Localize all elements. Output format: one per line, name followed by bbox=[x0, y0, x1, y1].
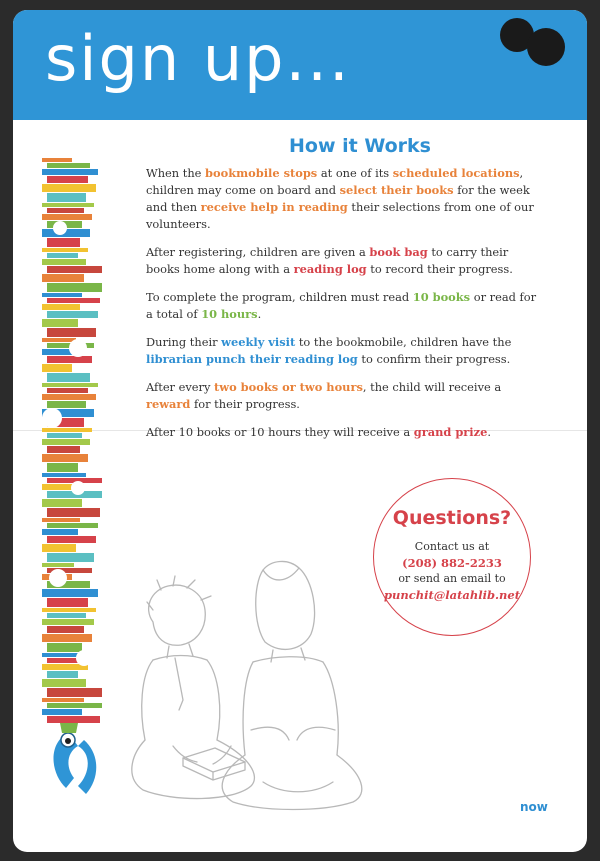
book-hole bbox=[76, 650, 92, 666]
book-spine bbox=[47, 613, 86, 618]
questions-title: Questions? bbox=[392, 507, 512, 529]
book-spine bbox=[42, 304, 80, 310]
highlight-bookmobile-stops: bookmobile stops bbox=[205, 166, 318, 180]
book-spine bbox=[47, 433, 82, 438]
text: During their bbox=[146, 335, 222, 349]
highlight-select-books: select their books bbox=[339, 183, 454, 197]
text: to record their progress. bbox=[366, 262, 513, 276]
book-spine bbox=[42, 319, 78, 327]
book-spine bbox=[42, 439, 90, 445]
book-spine bbox=[47, 176, 88, 183]
book-spine bbox=[42, 428, 92, 432]
book-spine bbox=[47, 671, 78, 678]
paragraph-2 bbox=[146, 244, 544, 278]
book-spine bbox=[47, 446, 80, 453]
book-spine bbox=[42, 293, 82, 297]
text: After every bbox=[146, 380, 215, 394]
book-stack-illustration bbox=[38, 158, 102, 798]
paragraph-6 bbox=[146, 424, 544, 441]
book-hole bbox=[53, 221, 67, 235]
text: to carry their books home along with a bbox=[146, 245, 509, 276]
text: When the bbox=[146, 166, 206, 180]
book-spine bbox=[47, 266, 102, 273]
book-hole bbox=[71, 481, 85, 495]
highlight-book-bag: book bag bbox=[369, 245, 428, 259]
highlight-reading-log: reading log bbox=[293, 262, 367, 276]
children-reading-illustration bbox=[113, 550, 373, 820]
text: for the week and then bbox=[146, 183, 530, 214]
book-hole bbox=[49, 569, 67, 587]
book-spine bbox=[47, 643, 82, 652]
text: to the bookmobile, children have the bbox=[295, 335, 512, 349]
book-spine bbox=[47, 703, 102, 708]
book-hole bbox=[69, 339, 87, 357]
phone-number[interactable]: (208) 882-2233 bbox=[402, 556, 502, 570]
book-spine bbox=[47, 536, 96, 543]
now-label: now bbox=[520, 800, 548, 814]
sign-up-card bbox=[13, 10, 587, 852]
text: To complete the program, children must read bbox=[146, 290, 413, 304]
book-spine bbox=[42, 698, 84, 702]
book-spine bbox=[42, 608, 96, 612]
book-spine bbox=[42, 499, 82, 507]
book-spine bbox=[42, 169, 98, 175]
highlight-ten-hours: 10 hours bbox=[201, 307, 258, 321]
book-spine bbox=[47, 163, 90, 168]
text: for their progress. bbox=[190, 397, 300, 411]
contact-label: Contact us at bbox=[414, 540, 490, 553]
book-spine bbox=[42, 394, 96, 400]
book-spine bbox=[47, 401, 86, 408]
text: or read for a total of bbox=[146, 290, 537, 321]
book-spine bbox=[42, 544, 76, 552]
highlight-weekly-visit: weekly visit bbox=[221, 335, 296, 349]
book-spine bbox=[47, 283, 102, 292]
book-spine bbox=[47, 356, 92, 363]
highlight-ten-books: 10 books bbox=[412, 290, 471, 304]
how-it-works-title: How it Works bbox=[289, 135, 431, 157]
book-spine bbox=[47, 311, 98, 318]
book-spine bbox=[42, 203, 94, 207]
book-spine bbox=[42, 529, 78, 535]
book-spine bbox=[42, 364, 72, 372]
punch-hole-right bbox=[527, 28, 565, 66]
book-spine bbox=[42, 274, 84, 282]
text: . bbox=[257, 307, 262, 321]
highlight-two-books: two books or two hours bbox=[214, 380, 363, 394]
book-spine bbox=[47, 508, 100, 517]
text: to confirm their progress. bbox=[357, 352, 511, 366]
highlight-receive-help: receive help in reading bbox=[200, 200, 348, 214]
paragraph-4 bbox=[146, 334, 544, 368]
highlight-grand-prize: grand prize bbox=[413, 425, 488, 439]
book-spine bbox=[47, 238, 80, 247]
book-spine bbox=[42, 634, 92, 642]
book-spine bbox=[42, 518, 80, 522]
highlight-reward: reward bbox=[146, 397, 191, 411]
book-spine bbox=[47, 463, 78, 472]
highlight-scheduled-locations: scheduled locations bbox=[392, 166, 520, 180]
email-link[interactable]: punchit@latahlib.net bbox=[383, 588, 521, 602]
paragraph-1 bbox=[146, 165, 544, 233]
page-title: sign up... bbox=[45, 22, 351, 95]
book-spine bbox=[47, 193, 86, 202]
book-spine bbox=[47, 626, 84, 633]
book-spine bbox=[47, 208, 84, 213]
text: , the child will receive a bbox=[362, 380, 502, 394]
bookworm-mascot-icon bbox=[54, 723, 97, 794]
book-spine bbox=[42, 338, 76, 342]
text: . bbox=[487, 425, 491, 439]
book-spine bbox=[42, 454, 88, 462]
how-it-works-text bbox=[146, 165, 544, 452]
book-spine bbox=[42, 589, 98, 597]
book-spine bbox=[47, 716, 100, 723]
book-spine bbox=[42, 184, 96, 192]
book-spine bbox=[47, 298, 100, 303]
book-spine bbox=[47, 388, 88, 393]
book-spine bbox=[42, 709, 82, 715]
book-spine bbox=[47, 373, 90, 382]
text: After 10 books or 10 hours they will receive a bbox=[146, 425, 414, 439]
book-spine bbox=[42, 679, 86, 687]
book-spine bbox=[42, 619, 94, 625]
highlight-librarian-punch: librarian punch their reading log bbox=[146, 352, 358, 366]
text: After registering, children are given a bbox=[146, 245, 370, 259]
book-hole bbox=[42, 408, 62, 428]
text: at one of its bbox=[317, 166, 393, 180]
book-spine bbox=[47, 598, 88, 607]
book-spine bbox=[47, 253, 78, 258]
book-spine bbox=[47, 523, 98, 528]
questions-circle bbox=[373, 478, 531, 636]
book-spine bbox=[47, 658, 80, 663]
paragraph-3 bbox=[146, 289, 544, 323]
book-spine bbox=[42, 473, 86, 477]
book-spine bbox=[47, 553, 94, 562]
book-spine bbox=[47, 688, 102, 697]
text: their selections from one of our volunteers. bbox=[146, 200, 534, 231]
book-spine bbox=[42, 259, 86, 265]
book-spine bbox=[42, 383, 98, 387]
book-spine bbox=[42, 248, 88, 252]
book-spine bbox=[42, 349, 74, 355]
book-spine bbox=[42, 563, 74, 567]
book-spine bbox=[42, 214, 92, 220]
email-label: or send an email to bbox=[398, 572, 506, 585]
paragraph-5 bbox=[146, 379, 544, 413]
book-spine bbox=[42, 158, 72, 162]
text: , children may come on board and bbox=[146, 166, 524, 197]
book-spine bbox=[47, 328, 96, 337]
